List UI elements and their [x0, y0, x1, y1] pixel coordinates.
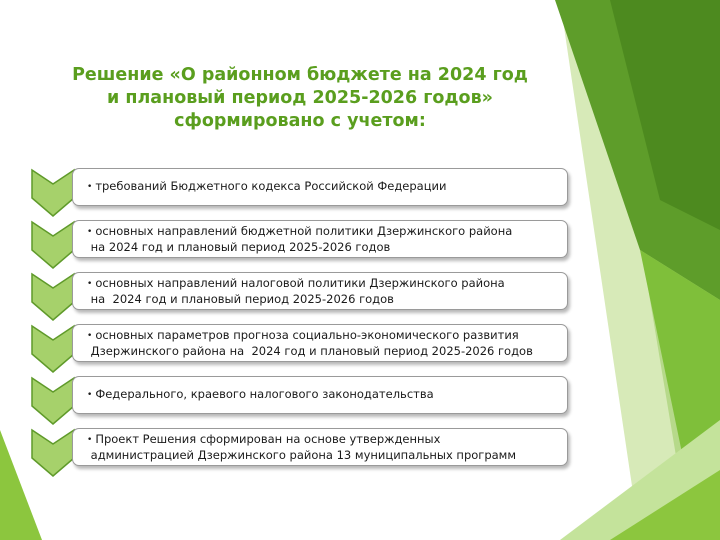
title-line-2: и плановый период 2025-2026 годов» [107, 88, 493, 108]
slide-title [50, 64, 550, 133]
bullet-icon: • [87, 434, 93, 445]
item-text-continued: администрацией Дзержинского района 13 муниципальных программ [87, 447, 517, 462]
item-text: Федерального, краевого налогового законодательства [95, 387, 434, 401]
item-box [72, 272, 568, 310]
title-line-1: Решение «О районном бюджете на 2024 год [72, 65, 528, 85]
chevron-icon [30, 376, 76, 426]
bullet-icon: • [87, 226, 93, 237]
item-text: требований Бюджетного кодекса Российской Федерации [95, 179, 447, 193]
list-item [30, 168, 575, 218]
item-box [72, 376, 568, 414]
item-text: основных параметров прогноза социально-экономического развития [95, 327, 519, 342]
item-text-continued: Дзержинского района на 2024 год и плановый период 2025-2026 годов [87, 343, 533, 358]
list-item [30, 272, 575, 322]
item-text: Проект Решения сформирован на основе утвержденных [95, 431, 441, 446]
item-box [72, 168, 568, 206]
bullet-icon: • [87, 182, 93, 192]
bullet-icon: • [87, 330, 93, 341]
bullet-icon: • [87, 278, 93, 289]
item-text-continued: на 2024 год и плановый период 2025-2026 годов [87, 239, 391, 254]
title-line-3: сформировано с учетом: [174, 111, 426, 131]
chevron-icon [30, 428, 76, 478]
item-box [72, 220, 568, 258]
chevron-icon [30, 324, 76, 374]
bullet-icon: • [87, 390, 93, 400]
item-box [72, 428, 568, 466]
list-item [30, 428, 575, 478]
chevron-icon [30, 168, 76, 218]
list-item [30, 220, 575, 270]
list-item [30, 324, 575, 374]
chevron-icon [30, 272, 76, 322]
item-text: основных направлений налоговой политики Дзержинского района [95, 275, 505, 290]
list-item [30, 376, 575, 426]
chevron-icon [30, 220, 76, 270]
item-text-continued: на 2024 год и плановый период 2025-2026 годов [87, 291, 394, 306]
item-box [72, 324, 568, 362]
item-text: основных направлений бюджетной политики Дзержинского района [95, 223, 513, 238]
